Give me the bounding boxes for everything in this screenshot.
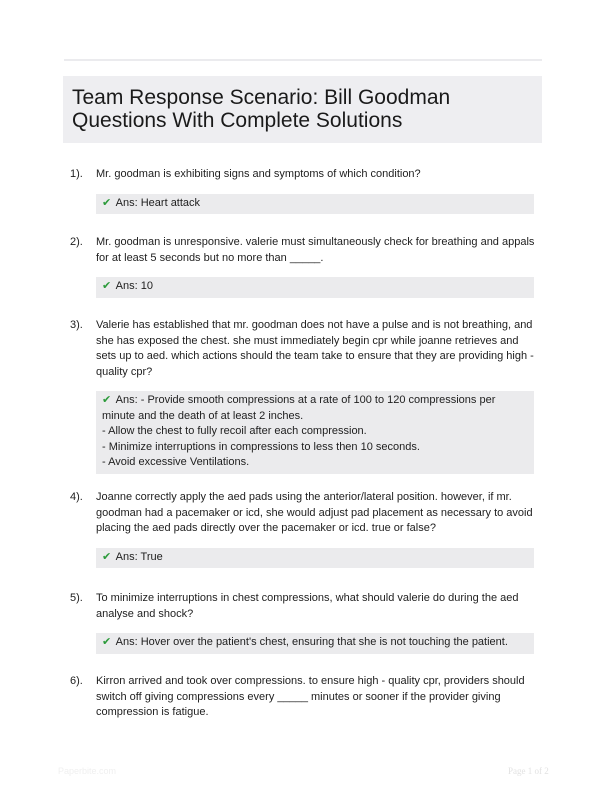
page-indicator: Page 1 of 2 — [508, 766, 549, 776]
answer-box — [96, 633, 534, 654]
document-title — [72, 86, 542, 132]
answer-text: Ans: Heart attack — [115, 196, 201, 209]
question-number: 2). — [70, 236, 83, 248]
question-item — [70, 591, 540, 654]
question-text: Joanne correctly apply the aed pads using the anterior/lateral position. however, if mr. goodman had a pacemaker or icd, she would adjust pad placement as necessary to avoid placing the aed pads directly over the pacemaker or icd. true or false? — [96, 491, 533, 534]
check-icon: ✔ — [102, 636, 112, 648]
question-item — [70, 490, 540, 568]
answer-line: - Minimize interruptions in compressions to less then 10 seconds. — [102, 440, 420, 453]
answer-line: - Allow the chest to fully recoil after each compression. — [102, 425, 367, 437]
question-text: Kirron arrived and took over compressions. to ensure high - quality cpr, providers should switch off giving compressions every _____ minutes or sooner if the provider giving compression is fatigue. — [96, 675, 525, 718]
question-number: 3). — [70, 319, 83, 331]
answer-text: Ans: True — [115, 550, 163, 563]
answer-box — [96, 548, 534, 569]
check-icon: ✔ — [102, 196, 112, 209]
header-divider — [64, 59, 542, 61]
question-number: 1). — [70, 168, 83, 180]
check-icon: ✔ — [102, 394, 112, 406]
answer-text: Ans: Hover over the patient's chest, ensuring that she is not touching the patient. — [115, 636, 508, 648]
question-item — [70, 318, 540, 474]
question-number: 4). — [70, 491, 83, 503]
check-icon: ✔ — [102, 280, 112, 292]
question-text: Mr. goodman is exhibiting signs and symptoms of which condition? — [96, 168, 421, 180]
answer-box — [96, 391, 534, 474]
watermark: Paperbite.com — [58, 766, 117, 776]
question-number: 6). — [70, 675, 83, 687]
answer-line — [102, 393, 528, 424]
answer-line: - Avoid excessive Ventilations. — [102, 456, 250, 468]
title-box — [63, 76, 542, 143]
check-icon: ✔ — [102, 550, 112, 563]
question-item — [70, 235, 540, 298]
answer-text: Ans: 10 — [115, 280, 153, 292]
question-item — [70, 167, 540, 214]
question-number: 5). — [70, 592, 83, 604]
title-line-1: Team Response Scenario: Bill Goodman — [72, 86, 451, 109]
question-item — [70, 674, 540, 721]
question-text: Valerie has established that mr. goodman does not have a pulse and is not breathing, and she has exposed the chest. she must immediately begin cpr while joanne retrieves and sets up to aed. which actions should the team take to ensure that they are providing high - quality cpr? — [96, 319, 534, 378]
question-text: To minimize interruptions in chest compressions, what should valerie do during the aed analyse and shock? — [96, 592, 519, 620]
answer-box — [96, 277, 534, 298]
question-text: Mr. goodman is unresponsive. valerie must simultaneously check for breathing and appals for at least 5 seconds but no more than _____. — [96, 236, 535, 264]
answer-text: Ans: - Provide smooth compressions at a rate of 100 to 120 compressions per minute and the death of at least 2 inches. — [102, 394, 496, 422]
answer-box — [96, 194, 534, 215]
title-line-2: Questions With Complete Solutions — [72, 109, 403, 132]
